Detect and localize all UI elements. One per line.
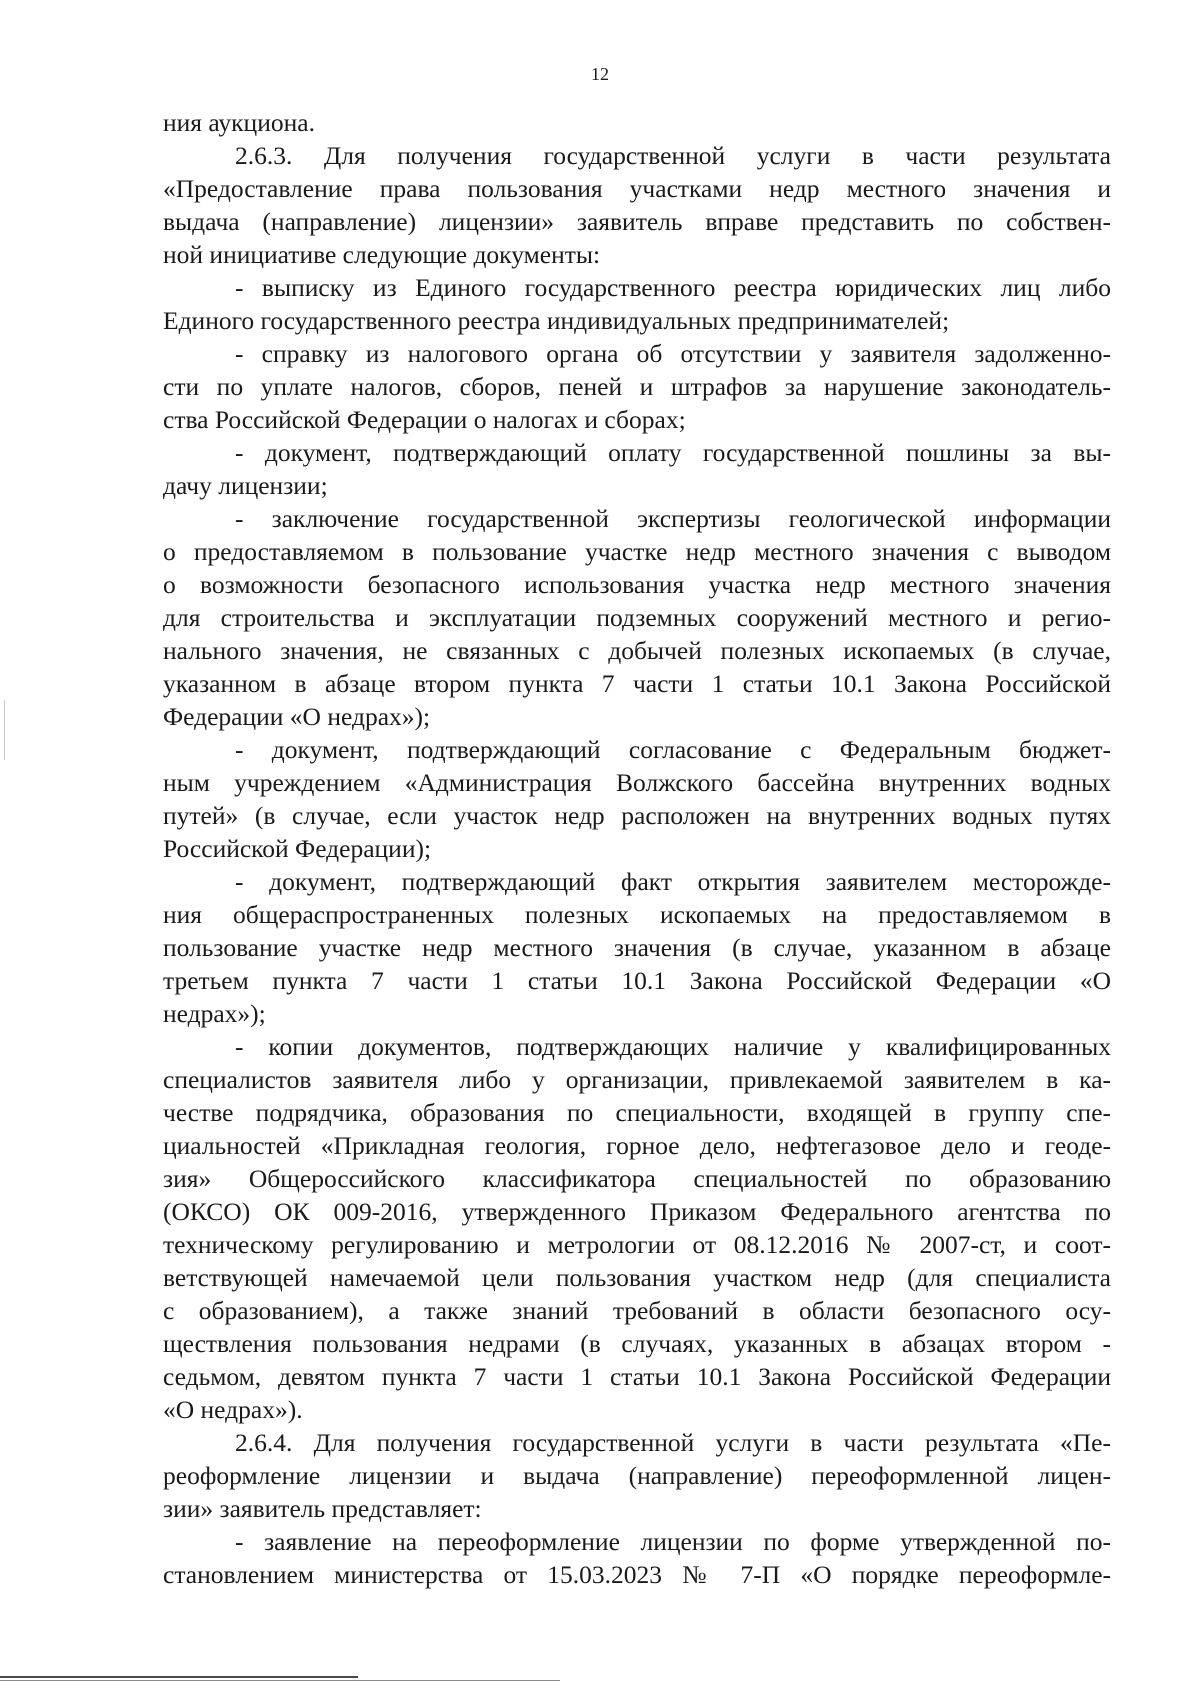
text-line: ния аукциона. [163,108,315,137]
text-line: Федерации «О недрах»); [163,702,431,731]
text-line: путей» (в случае, если участок недр расположен на внутренних водных путях [163,801,1111,830]
text-line: «Предоставление права пользования участками недр местного значения и [163,174,1111,203]
text-line: ной инициативе следующие документы: [163,240,601,269]
text-line: ществления пользования недрами (в случаях, указанных в абзацах втором - [163,1329,1111,1358]
text-line: для строительства и эксплуатации подземных сооружений местного и регио- [163,603,1111,632]
text-line: специалистов заявителя либо у организации, привлекаемой заявителем в ка- [163,1065,1111,1094]
text-line: ния общераспространенных полезных ископаемых на предоставляемом в [163,900,1111,929]
list-item-start: - выписку из Единого государственного реестра юридических лиц либо [235,273,1111,302]
text-line: ным учреждением «Администрация Волжского бассейна внутренних водных [163,768,1111,797]
text-line: нального значения, не связанных с добычей полезных ископаемых (в случае, [163,636,1111,665]
text-line: выдача (направление) лицензии» заявитель вправе представить по собствен- [163,207,1111,236]
text-line: зия» Общероссийского классификатора специальностей по образованию [163,1164,1111,1193]
list-item-start: - заключение государственной экспертизы геологической информации [235,504,1111,533]
list-item-start: - документ, подтверждающий факт открытия заявителем месторожде- [235,867,1111,896]
list-item-start: - заявление на переоформление лицензии по форме утвержденной по- [235,1527,1111,1556]
scan-bottom-rule [0,1676,358,1678]
list-item-start: - документ, подтверждающий оплату государственной пошлины за вы- [235,438,1111,467]
text-line: циальностей «Прикладная геология, горное дело, нефтегазовое дело и геоде- [163,1131,1111,1160]
text-line: Российской Федерации); [163,834,432,863]
text-line: с образованием), а также знаний требований в области безопасного осу- [163,1296,1111,1325]
text-line: указанном в абзаце втором пункта 7 части 1 статьи 10.1 Закона Российской [163,669,1111,698]
document-body [163,106,1111,1591]
text-line: (ОКСО) ОК 009-2016, утвержденного Приказом Федерального агентства по [163,1197,1111,1226]
text-line: ветствующей намечаемой цели пользования участком недр (для специалиста [163,1263,1111,1292]
scan-bottom-rule-faint [0,1680,560,1681]
text-line: реоформление лицензии и выдача (направление) переоформленной лицен- [163,1461,1111,1490]
text-line: ства Российской Федерации о налогах и сборах; [163,405,686,434]
text-line: зии» заявитель представляет: [163,1494,482,1523]
paragraph-start: 2.6.3. Для получения государственной услуги в части результата [235,141,1111,170]
text-line: дачу лицензии; [163,471,328,500]
list-item-start: - документ, подтверждающий согласование с Федеральным бюджет- [235,735,1111,764]
text-line: Единого государственного реестра индивидуальных предпринимателей; [163,306,950,335]
page-number: 12 [591,64,609,84]
text-line: о предоставляемом в пользование участке недр местного значения с выводом [163,537,1111,566]
text-line: седьмом, девятом пункта 7 части 1 статьи 10.1 Закона Российской Федерации [163,1362,1111,1391]
text-line: техническому регулированию и метрологии от 08.12.2016 № 2007-ст, и соот- [163,1230,1111,1259]
list-item-start: - копии документов, подтверждающих наличие у квалифицированных [235,1032,1111,1061]
text-line: третьем пункта 7 части 1 статьи 10.1 Закона Российской Федерации «О [163,966,1111,995]
list-item-start: - справку из налогового органа об отсутствии у заявителя задолженно- [235,339,1111,368]
text-line: пользование участке недр местного значения (в случае, указанном в абзаце [163,933,1111,962]
text-line: честве подрядчика, образования по специальности, входящей в группу спе- [163,1098,1111,1127]
paragraph-start: 2.6.4. Для получения государственной услуги в части результата «Пе- [235,1428,1111,1457]
text-line: становлением министерства от 15.03.2023 № 7-П «О порядке переоформле- [163,1560,1111,1589]
text-line: недрах»); [163,999,266,1028]
text-line: «О недрах»). [163,1395,303,1424]
text-line: о возможности безопасного использования участка недр местного значения [163,570,1111,599]
scan-edge-mark [4,700,5,760]
text-line: сти по уплате налогов, сборов, пеней и штрафов за нарушение законодатель- [163,372,1111,401]
